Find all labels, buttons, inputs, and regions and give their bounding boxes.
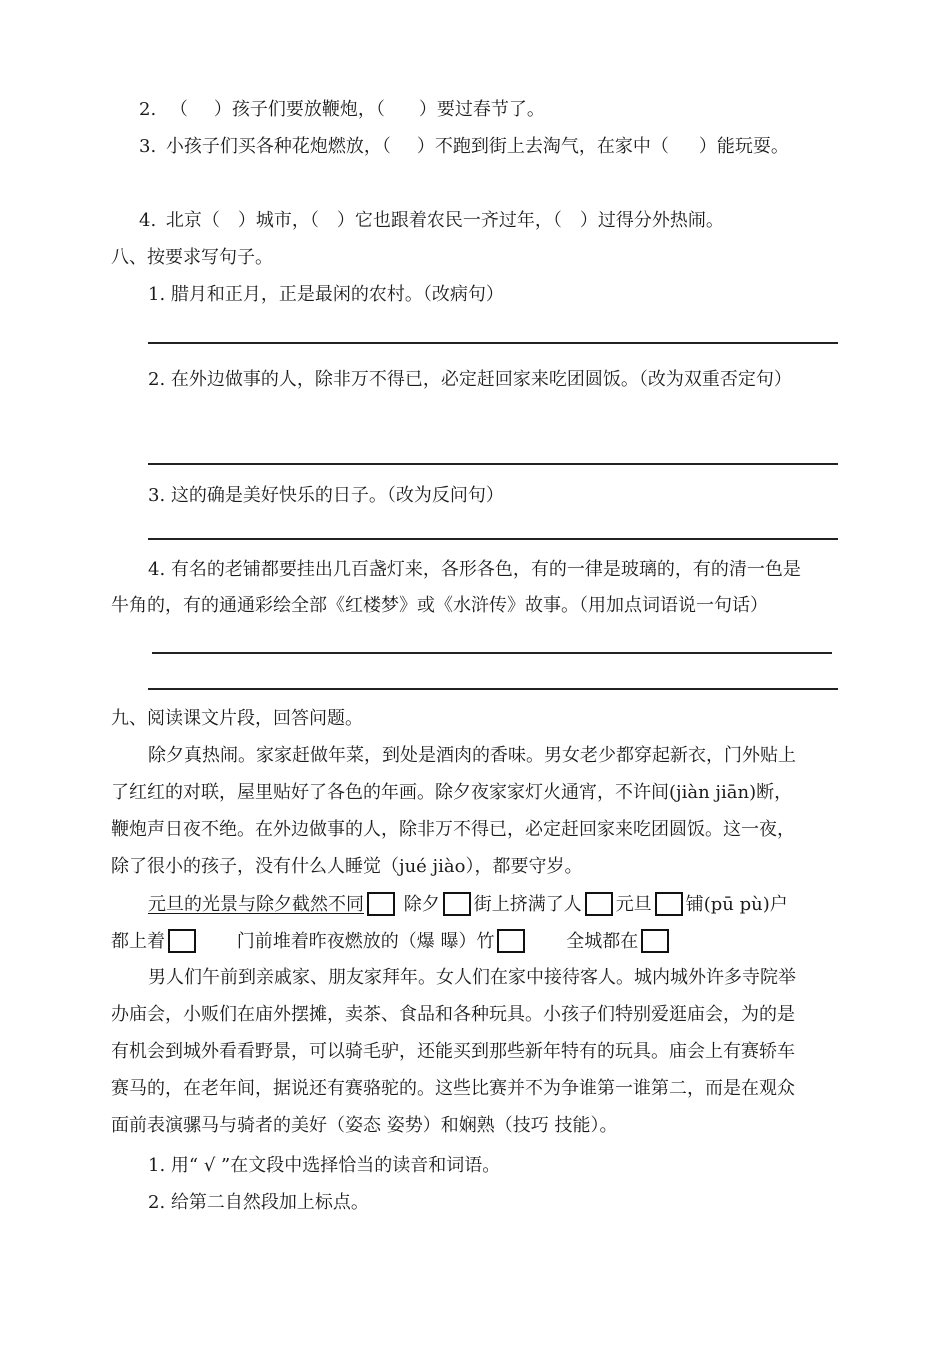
s7-q2: 2. （ ）孩子们要放鞭炮，（ ）要过春节了。 [139, 99, 545, 120]
punctuation-box-1[interactable] [367, 892, 395, 916]
punctuation-box-6[interactable] [497, 929, 525, 953]
s8-q4-answer-line-1[interactable] [152, 652, 832, 654]
s9-para3-line1: 男人们午前到亲戚家、朋友家拜年。女人们在家中接待客人。城内城外许多寺院举 [148, 967, 796, 988]
s8-q4-line2: 牛角的，有的通通彩绘全部《红楼梦》或《水浒传》故事。（用加点词语说一句话） [111, 595, 768, 616]
s7-q4-number: 4. [139, 210, 157, 231]
s9-para3-line2: 办庙会，小贩们在庙外摆摊，卖茶、食品和各种玩具。小孩子们特别爱逛庙会，为的是 [111, 1004, 795, 1025]
punctuation-box-3[interactable] [585, 892, 613, 916]
punctuation-box-7[interactable] [641, 929, 669, 953]
s8-q1: 1. 腊月和正月，正是最闲的农村。（改病句） [148, 284, 504, 305]
s8-q4-line1: 4. 有名的老铺都要挂出几百盏灯来，各形各色，有的一律是玻璃的，有的清一色是 [148, 559, 801, 580]
s9-para2-line2: 都上着 门前堆着昨夜燃放的（爆 曝）竹 全城都在 [111, 929, 672, 954]
s9-q1: 1. 用“ √ ”在文段中选择恰当的读音和词语。 [148, 1155, 501, 1176]
punctuation-box-2[interactable] [443, 892, 471, 916]
s8-q4-answer-line-2[interactable] [148, 688, 838, 690]
s9-title: 九、阅读课文片段，回答问题。 [111, 708, 363, 729]
s7-q3: 3. 小孩子们买各种花炮燃放，（ ）不跑到街上去淘气，在家中（ ）能玩耍。 [139, 136, 789, 157]
s9-para2-line1: 元旦的光景与除夕截然不同 除夕 街上挤满了人 元旦 铺(pū pù)户 [148, 894, 788, 915]
s7-q3-number: 3. [139, 136, 157, 157]
s9-para1-line1: 除夕真热闹。家家赶做年菜，到处是酒肉的香味。男女老少都穿起新衣，门外贴上 [148, 745, 796, 766]
s9-para3-line5: 面前表演骡马与骑者的美好（姿态 姿势）和娴熟（技巧 技能）。 [111, 1115, 618, 1136]
s9-para3-line4: 赛马的，在老年间，据说还有赛骆驼的。这些比赛并不为争谁第一谁第二，而是在观众 [111, 1078, 795, 1099]
s9-para1-line3: 鞭炮声日夜不绝。在外边做事的人，除非万不得已，必定赶回家来吃团圆饭。这一夜， [111, 819, 795, 840]
underlined-sentence: 元旦的光景与除夕截然不同 [148, 894, 364, 915]
s7-q4: 4. 北京（ ）城市，（ ）它也跟着农民一齐过年，（ ）过得分外热闹。 [139, 210, 724, 231]
s9-para3-line3: 有机会到城外看看野景，可以骑毛驴，还能买到那些新年特有的玩具。庙会上有赛轿车 [111, 1041, 795, 1062]
punctuation-box-4[interactable] [655, 892, 683, 916]
s8-q3: 3. 这的确是美好快乐的日子。（改为反问句） [148, 485, 504, 506]
s8-q2-answer-line[interactable] [148, 463, 838, 465]
s8-q2: 2. 在外边做事的人，除非万不得已，必定赶回家来吃团圆饭。（改为双重否定句） [148, 369, 792, 390]
s8-q3-answer-line[interactable] [148, 538, 838, 540]
punctuation-box-5[interactable] [168, 929, 196, 953]
s8-q1-answer-line[interactable] [148, 342, 838, 344]
s8-title: 八、按要求写句子。 [111, 247, 273, 268]
s9-q2: 2. 给第二自然段加上标点。 [148, 1192, 369, 1213]
s7-q2-number: 2. [139, 99, 157, 120]
s9-para1-line4: 除了很小的孩子，没有什么人睡觉（jué jiào），都要守岁。 [111, 856, 583, 877]
s9-para1-line2: 了红红的对联，屋里贴好了各色的年画。除夕夜家家灯火通宵，不许间(jiàn jiān)断， [111, 782, 793, 803]
